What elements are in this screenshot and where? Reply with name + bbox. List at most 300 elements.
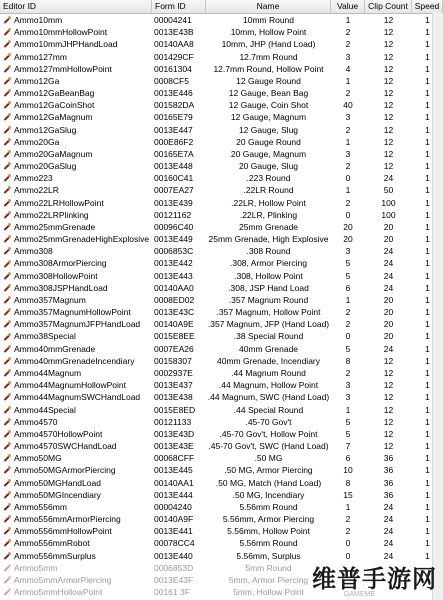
- editor-id-text: Ammo12GaSlug: [14, 124, 77, 135]
- editor-id-text: Ammo127mm: [14, 51, 67, 62]
- cell-form-id: 00121162: [154, 209, 192, 220]
- cell-value: 3: [345, 112, 351, 123]
- cell-value: 8: [345, 355, 351, 366]
- cell-name: .50 MG: [254, 453, 283, 464]
- cell-clip-count: 24: [383, 514, 394, 525]
- cell-form-id: 0013E442: [154, 258, 193, 269]
- editor-id-text: Ammo25mmGrenadeHighExplosive: [14, 234, 150, 245]
- cell-editor-id: [0, 343, 152, 355]
- table-row[interactable]: [0, 184, 443, 196]
- ammo-bullet-icon: [2, 478, 12, 488]
- table-row[interactable]: [0, 233, 443, 245]
- cell-speed: 1: [425, 234, 430, 245]
- cell-clip-count: 12: [383, 75, 394, 86]
- cell-form-id: 0013E446: [154, 88, 193, 99]
- cell-value: 0: [345, 209, 351, 220]
- cell-speed: 1: [425, 63, 430, 74]
- cell-speed: 1: [425, 221, 430, 232]
- ammo-bullet-icon: [2, 465, 12, 475]
- cell-name: 5.56mm, Surplus: [236, 550, 301, 561]
- cell-value: 3: [345, 380, 351, 391]
- cell-editor-id: [0, 428, 152, 440]
- cell-clip-count: 100: [381, 209, 396, 220]
- cell-value: 10: [343, 465, 353, 476]
- cell-editor-id: [0, 477, 152, 489]
- cell-name: 40mm Grenade: [238, 343, 299, 354]
- cell-form-id: 0013E443: [154, 270, 193, 281]
- table-row[interactable]: [0, 87, 443, 99]
- editor-id-text: Ammo12GaBeanBag: [14, 88, 95, 99]
- cell-value: 5: [345, 416, 351, 427]
- cell-form-id: 0013E43E: [154, 441, 194, 452]
- cell-editor-id: [0, 379, 152, 391]
- cell-value: 8: [345, 477, 351, 488]
- cell-value: 6: [345, 282, 351, 293]
- cell-speed: 1: [425, 355, 430, 366]
- ammo-bullet-icon: [2, 64, 12, 74]
- ammo-bullet-icon: [2, 234, 12, 244]
- editor-id-text: Ammo44MagnumSWCHandLoad: [14, 392, 141, 403]
- cell-form-id: 0008ED02: [154, 294, 195, 305]
- cell-clip-count: 20: [383, 319, 394, 330]
- table-row[interactable]: [0, 245, 443, 257]
- editor-id-text: Ammo10mmHollowPoint: [14, 27, 108, 38]
- table-row[interactable]: [0, 537, 443, 549]
- cell-form-id: 0013E43B: [154, 27, 194, 38]
- cell-speed: 1: [425, 270, 430, 281]
- cell-form-id: 0013E440: [154, 550, 193, 561]
- cell-name: .308 Round: [246, 246, 291, 257]
- cell-editor-id: [0, 525, 152, 537]
- cell-name: 40mm Grenade, Incendiary: [217, 355, 320, 366]
- cell-editor-id: [0, 14, 152, 26]
- editor-id-text: Ammo20GaMagnum: [14, 148, 93, 159]
- cell-value: 5: [345, 258, 351, 269]
- table-row[interactable]: [0, 160, 443, 172]
- table-row[interactable]: [0, 343, 443, 355]
- ammo-bullet-icon: [2, 356, 12, 366]
- cell-speed: 1: [425, 173, 430, 184]
- cell-speed: 1: [425, 148, 430, 159]
- cell-name: 25mm Grenade: [238, 221, 299, 232]
- cell-name: .45-70 Gov't: [245, 416, 292, 427]
- editor-id-text: Ammo556mmHollowPoint: [14, 526, 112, 537]
- table-row[interactable]: [0, 75, 443, 87]
- cell-speed: 1: [425, 27, 430, 38]
- cell-value: 1: [345, 294, 351, 305]
- cell-value: 2: [345, 27, 351, 38]
- cell-clip-count: 12: [383, 88, 394, 99]
- cell-name: .308, Armor Piercing: [229, 258, 307, 269]
- cell-speed: 1: [425, 282, 430, 293]
- vertical-scrollbar[interactable]: [432, 13, 443, 600]
- cell-clip-count: 12: [383, 15, 394, 25]
- cell-form-id: 00068CFF: [154, 453, 195, 464]
- ammo-bullet-icon: [2, 368, 12, 378]
- cell-speed: 1: [425, 15, 430, 25]
- cell-form-id: 000E86F2: [154, 136, 194, 147]
- cell-speed: 1: [425, 380, 430, 391]
- ammo-bullet-icon: [2, 563, 12, 573]
- cell-value: 1: [345, 404, 351, 415]
- cell-clip-count: 12: [383, 136, 394, 147]
- cell-speed: 1: [425, 209, 430, 220]
- cell-clip-count: 12: [383, 355, 394, 366]
- cell-form-id: 00140AA0: [154, 282, 194, 293]
- table-row[interactable]: [0, 513, 443, 525]
- cell-value: 1: [345, 501, 351, 512]
- cell-name: .50 MG, Armor Piercing: [224, 465, 313, 476]
- table-row[interactable]: [0, 14, 443, 26]
- cell-editor-id: [0, 550, 152, 562]
- ammo-bullet-icon: [2, 417, 12, 427]
- cell-form-id: 00161304: [154, 63, 192, 74]
- ammo-bullet-icon: [2, 514, 12, 524]
- cell-clip-count: 36: [383, 489, 394, 500]
- cell-name: .357 Magnum Round: [228, 294, 309, 305]
- editor-id-text: Ammo4570: [14, 416, 58, 427]
- cell-speed: 1: [425, 197, 430, 208]
- table-row[interactable]: [0, 306, 443, 318]
- cell-name: 5mm, Armor Piercing: [228, 574, 309, 585]
- cell-name: .44 Special Round: [233, 404, 304, 415]
- cell-value: 2: [345, 319, 351, 330]
- column-header-name[interactable]: Name: [206, 0, 331, 13]
- cell-value: 3: [345, 246, 351, 257]
- column-header-value[interactable]: Value: [331, 0, 365, 13]
- table-row[interactable]: [0, 294, 443, 306]
- editor-id-text: Ammo308JSPHandLoad: [14, 282, 108, 293]
- cell-speed: 1: [425, 258, 430, 269]
- cell-speed: 1: [425, 51, 430, 62]
- ammo-bullet-icon: [2, 551, 12, 561]
- table-row[interactable]: [0, 51, 443, 63]
- column-header-form-id[interactable]: Form ID: [152, 0, 206, 13]
- cell-name: .44 Magnum, Hollow Point: [218, 380, 319, 391]
- cell-editor-id: [0, 367, 152, 379]
- cell-value: 2: [345, 39, 351, 50]
- table-row[interactable]: [0, 391, 443, 403]
- cell-clip-count: 36: [383, 465, 394, 476]
- ammo-bullet-icon: [2, 538, 12, 548]
- cell-speed: 1: [425, 75, 430, 86]
- table-row[interactable]: [0, 379, 443, 391]
- table-row[interactable]: [0, 452, 443, 464]
- table-row[interactable]: [0, 124, 443, 136]
- cell-name: .45-70 Gov't, Hollow Point: [219, 428, 318, 439]
- editor-id-text: Ammo357MagnumJFPHandLoad: [14, 319, 141, 330]
- ammo-bullet-icon: [2, 222, 12, 232]
- cell-clip-count: 24: [383, 343, 394, 354]
- ammo-bullet-icon: [2, 27, 12, 37]
- cell-name: 5mm, Hollow Point: [233, 587, 304, 598]
- editor-id-text: Ammo44MagnumHollowPoint: [14, 380, 126, 391]
- cell-form-id: 00161 3F: [154, 587, 190, 598]
- editor-id-text: Ammo223: [14, 173, 53, 184]
- editor-id-text: Ammo556mmRobot: [14, 538, 90, 549]
- cell-name: 25mm Grenade, High Explosive: [208, 234, 329, 245]
- cell-editor-id: [0, 257, 152, 269]
- cell-form-id: 0015E8ED: [154, 404, 196, 415]
- cell-clip-count: 12: [383, 380, 394, 391]
- table-row[interactable]: [0, 404, 443, 416]
- cell-editor-id: [0, 245, 152, 257]
- ammo-bullet-icon: [2, 88, 12, 98]
- cell-value: 0: [345, 331, 351, 342]
- cell-name: 10mm, Hollow Point: [230, 27, 307, 38]
- cell-editor-id: [0, 416, 152, 428]
- ammo-bullet-icon: [2, 283, 12, 293]
- cell-value: 0: [345, 538, 351, 549]
- table-row[interactable]: [0, 63, 443, 75]
- cell-name: .223 Round: [246, 173, 291, 184]
- cell-name: .308, Hollow Point: [234, 270, 303, 281]
- ammo-bullet-icon: [2, 490, 12, 500]
- table-row[interactable]: [0, 197, 443, 209]
- ammo-bullet-icon: [2, 210, 12, 220]
- ammo-bullet-icon: [2, 125, 12, 135]
- cell-value: 7: [345, 441, 351, 452]
- cell-name: .38 Special Round: [233, 331, 304, 342]
- table-row[interactable]: [0, 501, 443, 513]
- ammo-bullet-icon: [2, 295, 12, 305]
- table-row[interactable]: [0, 148, 443, 160]
- table-row[interactable]: [0, 282, 443, 294]
- editor-id-text: Ammo556mmArmorPiercing: [14, 514, 121, 525]
- cell-form-id: 00078CC4: [154, 538, 195, 549]
- cell-form-id: 0013E441: [154, 526, 193, 537]
- table-row[interactable]: [0, 367, 443, 379]
- cell-form-id: 0013E438: [154, 392, 193, 403]
- cell-value: 1: [345, 185, 351, 196]
- table-row[interactable]: [0, 26, 443, 38]
- cell-form-id: 0013E43F: [154, 574, 194, 585]
- cell-clip-count: 12: [383, 441, 394, 452]
- ammo-bullet-icon: [2, 173, 12, 183]
- table-row[interactable]: [0, 99, 443, 111]
- cell-editor-id: [0, 318, 152, 330]
- cell-name: 20 Gauge Round: [236, 136, 301, 147]
- column-header-clip-count[interactable]: Clip Count: [365, 0, 412, 13]
- cell-editor-id: [0, 148, 152, 160]
- cell-form-id: 0006853C: [154, 246, 194, 257]
- cell-editor-id: [0, 26, 152, 38]
- cell-name: 12 Gauge, Coin Shot: [228, 100, 309, 111]
- cell-form-id: 00140AA1: [154, 477, 194, 488]
- cell-editor-id: [0, 270, 152, 282]
- table-row[interactable]: [0, 489, 443, 501]
- cell-clip-count: 24: [383, 282, 394, 293]
- cell-clip-count: 36: [383, 477, 394, 488]
- cell-speed: 1: [425, 100, 430, 111]
- cell-clip-count: 12: [383, 416, 394, 427]
- cell-name: .22LR Round: [243, 185, 294, 196]
- cell-form-id: 00140A9F: [154, 514, 194, 525]
- cell-clip-count: 12: [383, 148, 394, 159]
- ammo-bullet-icon: [2, 137, 12, 147]
- cell-clip-count: 12: [383, 112, 394, 123]
- cell-name: 12 Gauge, Bean Bag: [228, 88, 309, 99]
- cell-clip-count: 20: [383, 221, 394, 232]
- cell-editor-id: [0, 99, 152, 111]
- cell-clip-count: 50: [383, 185, 394, 196]
- cell-speed: 1: [425, 428, 430, 439]
- table-row[interactable]: [0, 477, 443, 489]
- cell-value: 1: [345, 75, 351, 86]
- cell-editor-id: [0, 172, 152, 184]
- cell-clip-count: 12: [383, 27, 394, 38]
- cell-name: 12.7mm Round: [239, 51, 298, 62]
- cell-speed: 1: [425, 112, 430, 123]
- cell-form-id: 00140AA8: [154, 39, 194, 50]
- cell-value: 1: [345, 15, 351, 25]
- editor-id-text: Ammo4570HollowPoint: [14, 428, 103, 439]
- cell-speed: 1: [425, 550, 430, 561]
- editor-id-text: Ammo40mmGrenade: [14, 343, 96, 354]
- cell-value: 15: [343, 489, 353, 500]
- table-row[interactable]: [0, 318, 443, 330]
- cell-editor-id: [0, 124, 152, 136]
- cell-form-id: 00004241: [154, 15, 192, 25]
- cell-editor-id: [0, 440, 152, 452]
- cell-clip-count: 12: [383, 367, 394, 378]
- cell-form-id: 0008CF5: [154, 75, 189, 86]
- cell-name: 5mm Round: [245, 562, 292, 573]
- editor-id-text: Ammo308: [14, 246, 53, 257]
- cell-name: 12.7mm Round, Hollow Point: [213, 63, 324, 74]
- editor-id-text: Ammo20GaSlug: [14, 161, 77, 172]
- table-row[interactable]: [0, 330, 443, 342]
- cell-clip-count: 12: [383, 392, 394, 403]
- editor-id-text: Ammo44Magnum: [14, 367, 82, 378]
- table-row[interactable]: [0, 525, 443, 537]
- cell-form-id: 00165E79: [154, 112, 193, 123]
- cell-speed: 1: [425, 39, 430, 50]
- table-row[interactable]: [0, 440, 443, 452]
- editor-id-text: Ammo22LRPlinking: [14, 209, 89, 220]
- table-row[interactable]: [0, 270, 443, 282]
- cell-editor-id: [0, 294, 152, 306]
- editor-id-text: Ammo556mmSurplus: [14, 550, 96, 561]
- editor-id-text: Ammo25mmGrenade: [14, 221, 96, 232]
- cell-clip-count: 24: [383, 258, 394, 269]
- cell-form-id: 00160C41: [154, 173, 194, 184]
- cell-clip-count: 20: [383, 331, 394, 342]
- table-row[interactable]: [0, 111, 443, 123]
- table-row[interactable]: [0, 428, 443, 440]
- editor-id-text: Ammo50MGArmorPiercing: [14, 465, 116, 476]
- cell-form-id: 001582DA: [154, 100, 195, 111]
- cell-clip-count: 20: [383, 234, 394, 245]
- ammo-bullet-icon: [2, 502, 12, 512]
- cell-editor-id: [0, 355, 152, 367]
- cell-clip-count: 24: [383, 501, 394, 512]
- cell-value: 2: [345, 88, 351, 99]
- cell-clip-count: 12: [383, 428, 394, 439]
- editor-id-text: Ammo50MGHandLoad: [14, 477, 101, 488]
- cell-value: 2: [345, 161, 351, 172]
- cell-name: 5.56mm Round: [239, 501, 298, 512]
- cell-name: .22LR, Plinking: [239, 209, 298, 220]
- cell-name: .308, JSP Hand Load: [228, 282, 309, 293]
- cell-name: .44 Magnum Round: [231, 367, 306, 378]
- table-row[interactable]: [0, 416, 443, 428]
- ammo-bullet-icon: [2, 575, 12, 585]
- cell-speed: 1: [425, 477, 430, 488]
- cell-value: 2: [345, 514, 351, 525]
- cell-clip-count: 12: [383, 100, 394, 111]
- table-row[interactable]: [0, 38, 443, 50]
- cell-clip-count: 12: [383, 63, 394, 74]
- ammo-bullet-icon: [2, 112, 12, 122]
- cell-speed: 1: [425, 88, 430, 99]
- cell-value: 2: [345, 197, 351, 208]
- cell-clip-count: 36: [383, 453, 394, 464]
- cell-editor-id: [0, 197, 152, 209]
- ammo-bullet-icon: [2, 405, 12, 415]
- cell-name: .50 MG, Incendiary: [232, 489, 305, 500]
- editor-id-text: Ammo50MG: [14, 453, 62, 464]
- cell-form-id: 0013E43C: [154, 307, 195, 318]
- editor-id-text: Ammo5mmArmorPiercing: [14, 574, 112, 585]
- cell-speed: 1: [425, 343, 430, 354]
- cell-editor-id: [0, 209, 152, 221]
- column-header-speed[interactable]: Speed: [412, 0, 443, 13]
- cell-speed: 1: [425, 453, 430, 464]
- ammo-bullet-icon: [2, 319, 12, 329]
- table-row[interactable]: [0, 464, 443, 476]
- table-row[interactable]: [0, 172, 443, 184]
- ammo-bullet-icon: [2, 15, 12, 25]
- cell-value: 0: [345, 550, 351, 561]
- table-row[interactable]: [0, 221, 443, 233]
- table-row[interactable]: [0, 355, 443, 367]
- cell-clip-count: 12: [383, 51, 394, 62]
- cell-name: .357 Magnum, JFP (Hand Load): [207, 319, 330, 330]
- editor-id-text: Ammo12GaMagnum: [14, 112, 93, 123]
- table-row[interactable]: [0, 136, 443, 148]
- ammo-bullet-icon: [2, 271, 12, 281]
- cell-value: 3: [345, 51, 351, 62]
- cell-form-id: 0015E8EE: [154, 331, 195, 342]
- cell-value: 2: [345, 367, 351, 378]
- cell-form-id: 0013E447: [154, 124, 193, 135]
- ammo-bullet-icon: [2, 185, 12, 195]
- column-header-editor-id[interactable]: Editor ID: [0, 0, 152, 13]
- cell-speed: 1: [425, 392, 430, 403]
- cell-form-id: 00004240: [154, 501, 192, 512]
- cell-value: 6: [345, 453, 351, 464]
- ammo-bullet-icon: [2, 39, 12, 49]
- cell-name: .44 Magnum, SWC (Hand Load): [207, 392, 330, 403]
- cell-editor-id: [0, 306, 152, 318]
- cell-name: 20 Gauge, Magnum: [230, 148, 307, 159]
- editor-id-text: Ammo20Ga: [14, 136, 60, 147]
- table-row[interactable]: [0, 209, 443, 221]
- table-row[interactable]: [0, 257, 443, 269]
- cell-form-id: 0007EA26: [154, 343, 194, 354]
- ammo-bullet-icon: [2, 332, 12, 342]
- cell-speed: 1: [425, 367, 430, 378]
- cell-value: 40: [343, 100, 353, 111]
- cell-speed: 1: [425, 514, 430, 525]
- cell-speed: 1: [425, 136, 430, 147]
- cell-clip-count: 20: [383, 294, 394, 305]
- cell-form-id: 0013E445: [154, 465, 193, 476]
- cell-value: 20: [343, 234, 353, 245]
- editor-id-text: Ammo5mm: [14, 562, 58, 573]
- cell-speed: 1: [425, 465, 430, 476]
